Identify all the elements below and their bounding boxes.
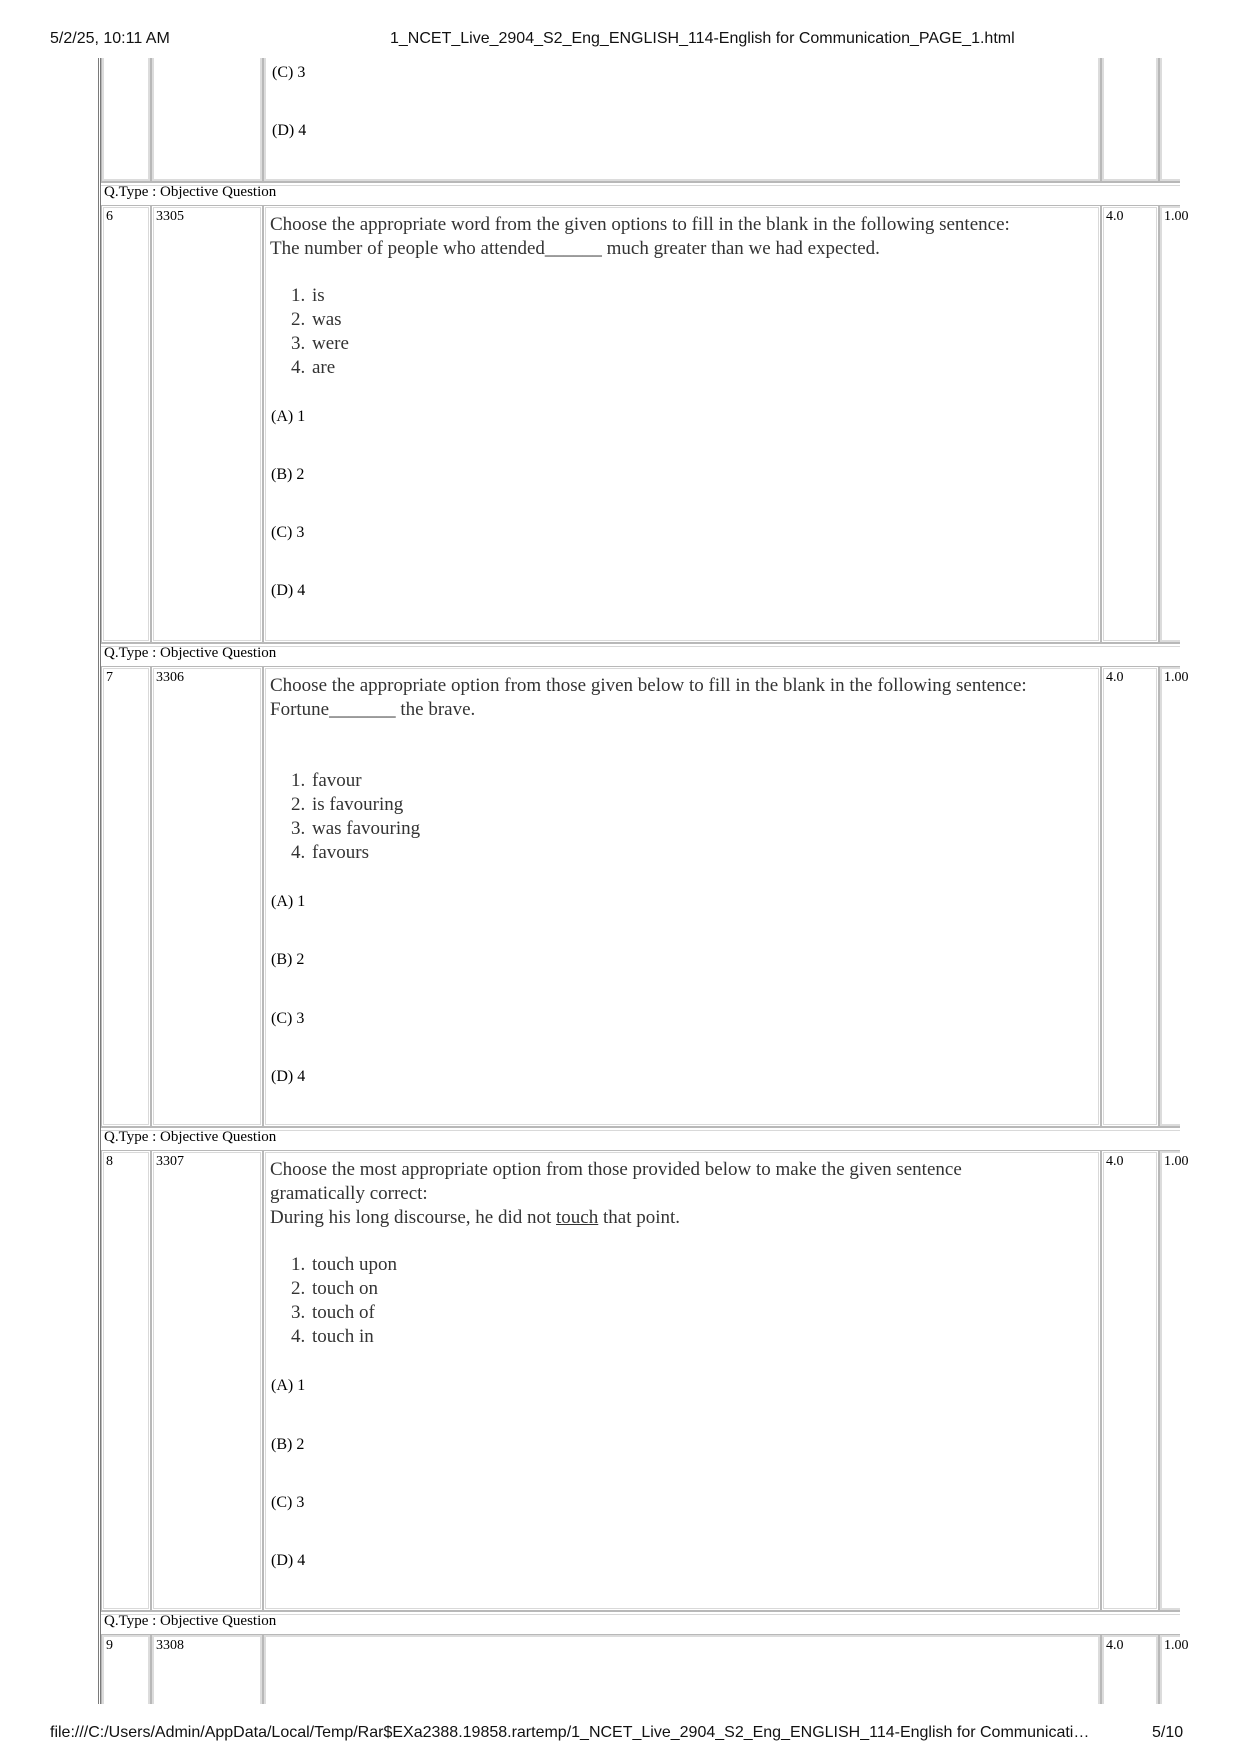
answer-option-a: (A) 1 xyxy=(271,893,306,910)
marks-value: 4.0 xyxy=(1106,670,1124,685)
print-page-number: 5/10 xyxy=(1152,1724,1184,1741)
print-title: 1_NCET_Live_2904_S2_Eng_ENGLISH_114-English for Communication_PAGE_1.html xyxy=(390,30,1015,47)
question-stem xyxy=(270,1158,1060,1230)
marks-value: 4.0 xyxy=(1106,209,1124,224)
question-type-label: Q.Type : Objective Question xyxy=(104,1129,277,1145)
question-stem xyxy=(270,674,1040,722)
negative-marks-value: 1.00 xyxy=(1164,209,1189,224)
negative-marks-value: 1.00 xyxy=(1164,670,1189,685)
negative-cell xyxy=(1159,1634,1189,1704)
print-file-path: file:///C:/Users/Admin/AppData/Local/Temp/Rar$EXa2388.19858.rartemp/1_NCET_Live_2904_S2_Eng_ENGLISH_114-English for Communicati… xyxy=(50,1724,1090,1741)
negative-cell xyxy=(1159,58,1180,182)
answer-option-d: (D) 4 xyxy=(271,1552,306,1569)
question-number: 9 xyxy=(106,1638,113,1653)
option-item: 1. touch upon xyxy=(310,1253,397,1277)
question-type-label: Q.Type : Objective Question xyxy=(104,1613,277,1629)
answer-option-c: (C) 3 xyxy=(272,64,306,81)
marks-cell xyxy=(1101,666,1159,1127)
marks-cell xyxy=(1101,205,1159,643)
question-id: 3306 xyxy=(156,670,184,685)
answer-option-d: (D) 4 xyxy=(271,1068,306,1085)
option-list xyxy=(270,284,349,380)
marks-cell xyxy=(1101,58,1159,182)
stem-line: Choose the appropriate word from the given options to fill in the blank in the following sentence: xyxy=(270,214,1010,235)
answer-option-b: (B) 2 xyxy=(271,951,305,968)
option-item: 2. touch on xyxy=(310,1277,397,1301)
stem-sentence xyxy=(270,1206,1060,1230)
sno-cell xyxy=(101,1634,151,1704)
marks-cell xyxy=(1101,1634,1159,1704)
question-stem xyxy=(270,213,1090,261)
stem-sentence: The number of people who attended______ much greater than we had expected. xyxy=(270,238,880,259)
question-type-label: Q.Type : Objective Question xyxy=(104,645,277,661)
stem-text: During his long discourse, he did not xyxy=(270,1207,557,1228)
answer-option-c: (C) 3 xyxy=(271,524,305,541)
id-cell xyxy=(151,666,263,1127)
sno-cell xyxy=(101,58,151,182)
sno-cell xyxy=(101,205,151,643)
answer-option-a: (A) 1 xyxy=(271,408,306,425)
option-item: 4. touch in xyxy=(310,1325,397,1349)
answer-option-c: (C) 3 xyxy=(271,1010,305,1027)
question-number: 8 xyxy=(106,1154,113,1169)
marks-cell xyxy=(1101,1150,1159,1611)
answer-option-d: (D) 4 xyxy=(271,582,306,599)
option-item: 4. are xyxy=(310,356,349,380)
option-item: 2. was xyxy=(310,308,349,332)
question-number: 6 xyxy=(106,209,113,224)
negative-cell xyxy=(1159,1150,1189,1611)
id-cell xyxy=(151,205,263,643)
print-datetime: 5/2/25, 10:11 AM xyxy=(50,30,170,47)
question-id: 3305 xyxy=(156,209,184,224)
sno-cell xyxy=(101,666,151,1127)
negative-marks-value: 1.00 xyxy=(1164,1638,1189,1653)
id-cell xyxy=(151,58,263,182)
answer-option-b: (B) 2 xyxy=(271,466,305,483)
option-item: 4. favours xyxy=(310,841,420,865)
sno-cell xyxy=(101,1150,151,1611)
option-list xyxy=(270,769,420,865)
option-list xyxy=(270,1253,397,1349)
option-item: 3. were xyxy=(310,332,349,356)
question-number: 7 xyxy=(106,670,113,685)
question-cell xyxy=(263,58,1101,182)
marks-value: 4.0 xyxy=(1106,1154,1124,1169)
question-cell xyxy=(263,205,1101,643)
id-cell xyxy=(151,1150,263,1611)
question-id: 3308 xyxy=(156,1638,184,1653)
question-cell xyxy=(263,1634,1101,1704)
stem-line: Choose the most appropriate option from those provided below to make the given sentence gramatically correct: xyxy=(270,1159,962,1204)
answer-option-b: (B) 2 xyxy=(271,1436,305,1453)
stem-line: Choose the appropriate option from those given below to fill in the blank in the following sentence: xyxy=(270,675,1027,696)
negative-cell xyxy=(1159,666,1189,1127)
option-item: 3. was favouring xyxy=(310,817,420,841)
negative-marks-value: 1.00 xyxy=(1164,1154,1189,1169)
answer-option-c: (C) 3 xyxy=(271,1494,305,1511)
option-item: 3. touch of xyxy=(310,1301,397,1325)
negative-cell xyxy=(1159,205,1189,643)
option-item: 2. is favouring xyxy=(310,793,420,817)
underlined-word: touch xyxy=(556,1207,599,1228)
answer-option-a: (A) 1 xyxy=(271,1377,306,1394)
id-cell xyxy=(151,1634,263,1704)
question-id: 3307 xyxy=(156,1154,184,1169)
option-item: 1. is xyxy=(310,284,349,308)
answer-option-d: (D) 4 xyxy=(272,122,307,139)
stem-sentence: Fortune_______ the brave. xyxy=(270,699,476,720)
question-cell xyxy=(263,666,1101,1127)
option-item: 1. favour xyxy=(310,769,420,793)
marks-value: 4.0 xyxy=(1106,1638,1124,1653)
stem-text: that point. xyxy=(598,1207,681,1228)
question-type-label: Q.Type : Objective Question xyxy=(104,184,277,200)
